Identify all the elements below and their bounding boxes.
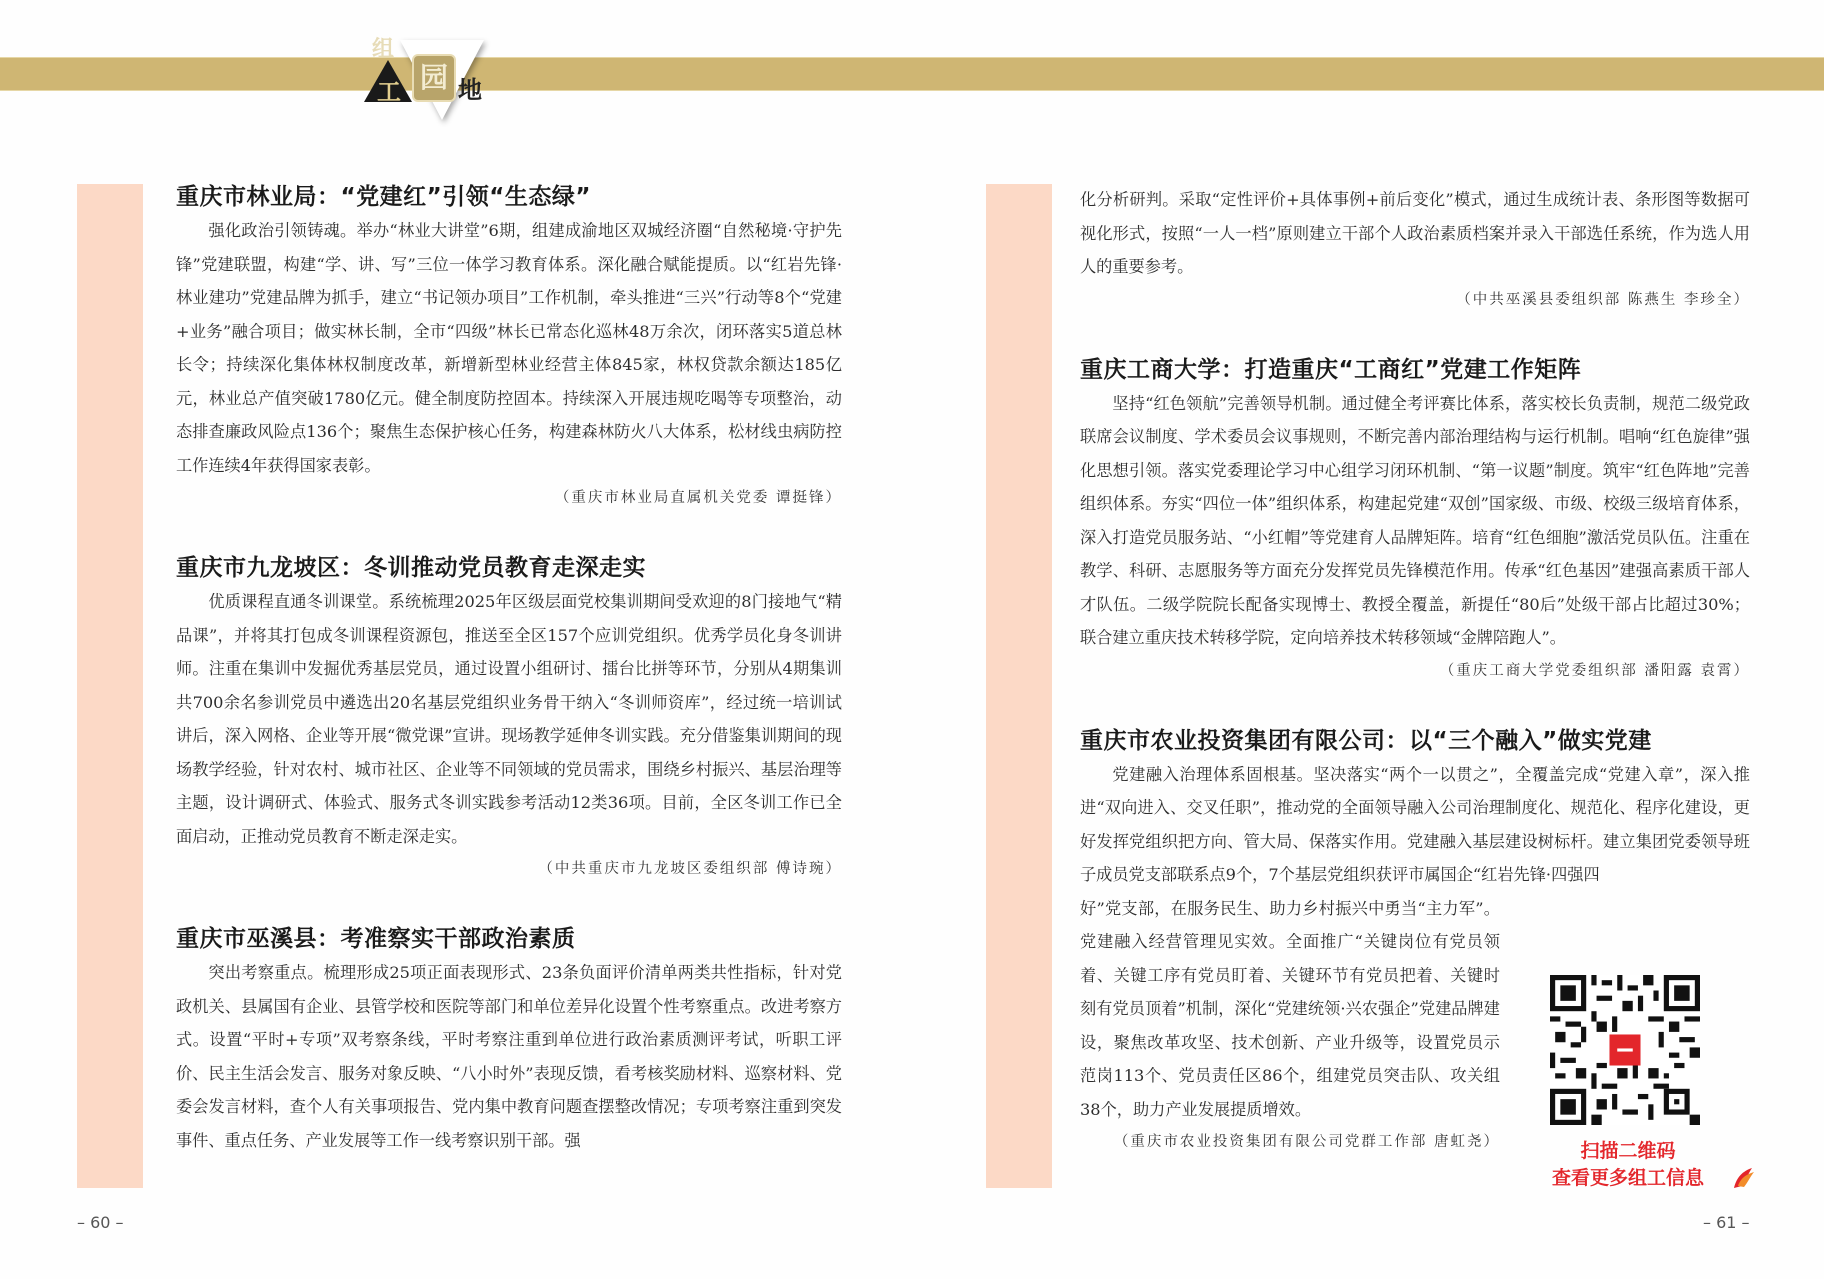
column-logo	[360, 30, 490, 130]
qr-caption-line2: 查看更多组工信息	[1551, 1167, 1704, 1189]
article-wuxi	[176, 922, 842, 1157]
right-page-accent-bar	[986, 184, 1052, 1188]
qr-code-icon	[1550, 975, 1700, 1125]
red-flag-icon	[1730, 1166, 1756, 1190]
article-byline: （重庆市农业投资集团有限公司党群工作部 唐虹尧）	[1113, 1134, 1500, 1150]
article-paragraph: 强化政治引领铸魂。举办“林业大讲堂”6期，组建成渝地区双城经济圈“自然秘境·守护先锋”党建联盟，构建“学、讲、写”三位一体学习教育体系。深化融合赋能提质。以“红岩先锋·林业建功”党建品牌为抓手，建立“书记领办项目”工作机制，牵头推进“三兴”行动等8个“党建+业务”融合项目；做实林长制，全市“四级”林长已常态化巡林48万余次，闭环落实5道总林长令；持续深化集体林权制度改革，新增新型林业经营主体845家，林权贷款余额达185亿元，林业总产值突破1780亿元。健全制度防控固本。持续深入开展违规吃喝等专项整治，动态排查廉政风险点136个；聚焦生态保护核心任务，构建森林防火八大体系，松材线虫病防控工作连续4年获得国家表彰。	[176, 221, 842, 475]
header-band	[0, 57, 1824, 91]
page-number-left: – 60 –	[77, 1213, 124, 1232]
article-paragraph: 突出考察重点。梳理形成25项正面表现形式、23条负面评价清单两类共性指标，针对党政机关、县属国有企业、县管学校和医院等部门和单位差异化设置个性考察重点。改进考察方式。设置“平时+专项”双考察条线，平时考察注重到单位进行政治素质测评考试，听职工评价、民主生活会发言、服务对象反映、“八小时外”表现反馈，看考核奖励材料、巡察材料、党委会发言材料，查个人有关事项报告、党内集中教育问题查摆整改情况；专项考察注重到突发事件、重点任务、产业发展等工作一线考察识别干部。强	[176, 963, 842, 1150]
article-ctbu	[1080, 353, 1750, 688]
logo-char-3: 园	[412, 54, 456, 102]
article-title: 重庆市九龙坡区：冬训推动党员教育走深走实	[176, 555, 646, 581]
article-title: 重庆市农业投资集团有限公司：以“三个融入”做实党建	[1080, 727, 1652, 754]
logo-char-2: 工	[377, 78, 401, 106]
left-page-accent-bar	[77, 184, 143, 1188]
article-paragraph: 化分析研判。采取“定性评价+具体事例+前后变化”模式，通过生成统计表、条形图等数据可视化形式，按照“一人一档”原则建立干部个人政治素质档案并录入干部选任系统，作为选人用人的重要参考。	[1080, 190, 1750, 276]
left-page-column	[176, 180, 842, 1157]
article-paragraph: 党建融入治理体系固根基。坚决落实“两个一以贯之”，全覆盖完成“党建入章”，深入推进“双向进入、交叉任职”，推动党的全面领导融入公司治理制度化、规范化、程序化建设，更好发挥党组织把方向、管大局、保落实作用。党建融入基层建设树标杆。建立集团党委领导班子成员党支部联系点9个，7个基层党组织获评市属国企“红岩先锋·四强四	[1080, 764, 1750, 884]
article-paragraph: 优质课程直通冬训课堂。系统梳理2025年区级层面党校集训期间受欢迎的8门接地气“精品课”，并将其打包成冬训课程资源包，推送至全区157个应训党组织。优秀学员化身冬训讲师。注重在集训中发掘优秀基层党员，通过设置小组研讨、擂台比拼等环节，分别从4期集训共700余名参训党员中遴选出20名基层党组织业务骨干纳入“冬训师资库”，经过统一培训试讲后，深入网格、企业等开展“微党课”宣讲。现场教学延伸冬训实践。充分借鉴集训期间的现场教学经验，针对农村、城市社区、企业等不同领域的党员需求，围绕乡村振兴、基层治理等主题，设计调研式、体验式、服务式冬训实践参考活动12类36项。目前，全区冬训工作已全面启动，正推动党员教育不断走深走实。	[176, 592, 842, 846]
article-paragraph-wrapped: 好”党支部，在服务民生、助力乡村振兴中勇当“主力军”。党建融入经营管理见实效。全面推广“关键岗位有党员领着、关键工序有党员盯着、关键环节有党员把着、关键时刻有党员顶着”机制，深化“党建统领·兴农强企”党建品牌建设，聚焦改革攻坚、技术创新、产业升级等，设置党员示范岗113个、党员责任区86个，组建党员突击队、攻关组38个，助力产业发展提质增效。	[1080, 898, 1500, 1119]
logo-char-4: 地	[458, 76, 482, 104]
article-byline: （重庆工商大学党委组织部 潘阳露 袁霄）	[1439, 662, 1750, 679]
article-byline: （中共巫溪县委组织部 陈燕生 李珍全）	[1456, 291, 1750, 308]
article-byline: （重庆市林业局直属机关党委 谭挺锋）	[554, 490, 842, 506]
article-forestry	[176, 180, 842, 515]
article-title: 重庆市巫溪县：考准察实干部政治素质	[176, 926, 576, 952]
article-title: 重庆市林业局：“党建红”引领“生态绿”	[176, 184, 591, 210]
qr-caption	[1528, 1138, 1728, 1192]
article-byline: （中共重庆市九龙坡区委组织部 傅诗琬）	[538, 861, 842, 877]
article-jiulongpo	[176, 551, 842, 886]
qr-caption-line1: 扫描二维码	[1580, 1140, 1676, 1162]
article-wuxi-continued	[1080, 183, 1750, 317]
logo-char-1: 组	[372, 37, 395, 62]
qr-code[interactable]	[1550, 975, 1700, 1125]
page-number-right: – 61 –	[1703, 1213, 1750, 1232]
article-title: 重庆工商大学：打造重庆“工商红”党建工作矩阵	[1080, 356, 1582, 383]
article-paragraph: 坚持“红色领航”完善领导机制。通过健全考评赛比体系，落实校长负责制，规范二级党政联席会议制度、学术委员会议事规则，不断完善内部治理结构与运行机制。唱响“红色旋律”强化思想引领。落实党委理论学习中心组学习闭环机制、“第一议题”制度。筑牢“红色阵地”完善组织体系。夯实“四位一体”组织体系，构建起党建“双创”国家级、市级、校级三级培育体系，深入打造党员服务站、“小红帽”等党建育人品牌矩阵。培育“红色细胞”激活党员队伍。注重在教学、科研、志愿服务等方面充分发挥党员先锋模范作用。传承“红色基因”建强高素质干部人才队伍。二级学院院长配备实现博士、教授全覆盖，新提任“80后”处级干部占比超过30%；联合建立重庆技术转移学院，定向培养技术转移领域“金牌陪跑人”。	[1080, 393, 1750, 647]
